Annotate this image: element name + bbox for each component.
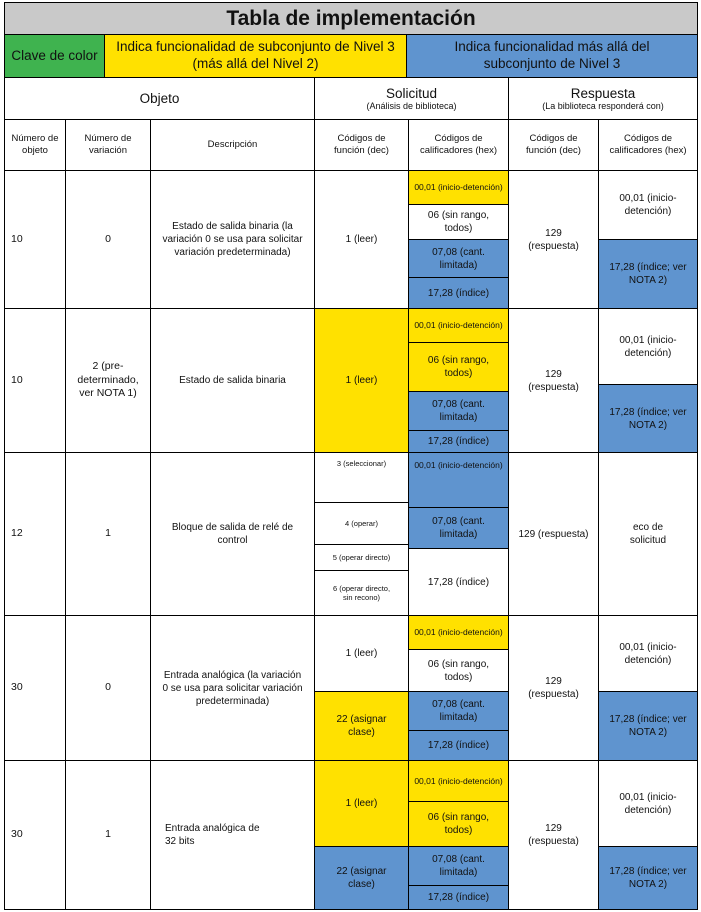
page-title: Tabla de implementación [4, 2, 698, 35]
row3-object: 12 [4, 452, 66, 616]
row2-object: 10 [4, 308, 66, 453]
row3-resp-qual-0: eco de solicitud [598, 452, 698, 616]
row3-fc-0: 3 (seleccionar) [314, 452, 409, 503]
row4-resp-qual-1: 17,28 (índice; ver NOTA 2) [598, 691, 698, 761]
row4-description: Entrada analógica (la variación 0 se usa para solicitar variación predeterminada) [150, 615, 315, 761]
row3-fc-1: 4 (operar) [314, 502, 409, 545]
row5-resp-fc: 129 (respuesta) [508, 760, 599, 910]
row4-qual-0: 00,01 (inicio-detención) [408, 615, 509, 650]
row4-fc-1: 22 (asignar clase) [314, 691, 409, 761]
header-object: Objeto [4, 77, 315, 120]
row3-fc-3-text: 6 (operar directo, sin recono) [332, 583, 391, 602]
header-request [314, 77, 509, 120]
row5-qual-1: 06 (sin rango, todos) [408, 801, 509, 847]
row2-qual-2: 07,08 (cant. limitada) [408, 391, 509, 431]
col-variation-number: Número de variación [65, 119, 151, 171]
row4-variation: 0 [65, 615, 151, 761]
row1-description: Estado de salida binaria (la variación 0 se usa para solicitar variación predeterminada) [150, 170, 315, 309]
col-description: Descripción [150, 119, 315, 171]
row2-description: Estado de salida binaria [150, 308, 315, 453]
row3-description: Bloque de salida de relé de control [150, 452, 315, 616]
row1-fc-0: 1 (leer) [314, 170, 409, 309]
row3-resp-fc: 129 (respuesta) [508, 452, 599, 616]
row5-resp-qual-1: 17,28 (índice; ver NOTA 2) [598, 846, 698, 910]
row1-qual-2: 07,08 (cant. limitada) [408, 239, 509, 278]
col-function-codes: Códigos de función (dec) [314, 119, 409, 171]
legend-level3: Indica funcionalidad de subconjunto de Nivel 3 (más allá del Nivel 2) [104, 34, 407, 78]
row4-resp-qual-0: 00,01 (inicio-detención) [598, 615, 698, 692]
row3-qual-2: 17,28 (índice) [408, 548, 509, 616]
header-response [508, 77, 698, 120]
row2-qual-3: 17,28 (índice) [408, 430, 509, 453]
header-request-title: Solicitud [385, 86, 438, 101]
row4-qual-3: 17,28 (índice) [408, 730, 509, 761]
row1-variation: 0 [65, 170, 151, 309]
row2-resp-qual-0: 00,01 (inicio-detención) [598, 308, 698, 385]
header-request-sub: (Análisis de biblioteca) [366, 101, 457, 111]
legend-key-label: Clave de color [4, 34, 105, 78]
row2-resp-fc: 129 (respuesta) [508, 308, 599, 453]
col-response-function-codes: Códigos de función (dec) [508, 119, 599, 171]
row2-fc-0: 1 (leer) [314, 308, 409, 453]
row4-qual-2: 07,08 (cant. limitada) [408, 691, 509, 731]
row3-fc-3 [314, 570, 409, 616]
legend-beyond-level3: Indica funcionalidad más allá del subconjunto de Nivel 3 [406, 34, 698, 78]
row5-qual-3: 17,28 (índice) [408, 885, 509, 910]
header-response-sub: (La biblioteca responderá con) [542, 101, 664, 111]
row4-qual-1: 06 (sin rango, todos) [408, 649, 509, 692]
row4-object: 30 [4, 615, 66, 761]
row1-object: 10 [4, 170, 66, 309]
row3-fc-2: 5 (operar directo) [314, 544, 409, 571]
col-response-qualifier-codes: Códigos de calificadores (hex) [598, 119, 698, 171]
row1-resp-qual-1: 17,28 (índice; ver NOTA 2) [598, 239, 698, 309]
row5-resp-qual-0: 00,01 (inicio-detención) [598, 760, 698, 847]
col-object-number: Número de objeto [4, 119, 66, 171]
row5-description: Entrada analógica de 32 bits [150, 760, 315, 910]
row5-object: 30 [4, 760, 66, 910]
row3-qual-1: 07,08 (cant. limitada) [408, 507, 509, 549]
row5-fc-1: 22 (asignar clase) [314, 846, 409, 910]
row2-qual-1: 06 (sin rango, todos) [408, 342, 509, 392]
row1-resp-fc: 129 (respuesta) [508, 170, 599, 309]
row1-resp-qual-0: 00,01 (inicio-detención) [598, 170, 698, 240]
row5-qual-0: 00,01 (inicio-detención) [408, 760, 509, 802]
row2-resp-qual-1: 17,28 (índice; ver NOTA 2) [598, 384, 698, 453]
row2-qual-0: 00,01 (inicio-detención) [408, 308, 509, 343]
row4-fc-0: 1 (leer) [314, 615, 409, 692]
row5-variation: 1 [65, 760, 151, 910]
row5-fc-0: 1 (leer) [314, 760, 409, 847]
row1-qual-3: 17,28 (índice) [408, 277, 509, 309]
row1-qual-0: 00,01 (inicio-detención) [408, 170, 509, 205]
row2-variation: 2 (pre-determinado, ver NOTA 1) [65, 308, 151, 453]
row4-resp-fc: 129 (respuesta) [508, 615, 599, 761]
row5-qual-2: 07,08 (cant. limitada) [408, 846, 509, 886]
row1-qual-1: 06 (sin rango, todos) [408, 204, 509, 240]
row3-qual-0: 00,01 (inicio-detención) [408, 452, 509, 508]
row3-variation: 1 [65, 452, 151, 616]
header-response-title: Respuesta [570, 86, 636, 101]
col-qualifier-codes: Códigos de calificadores (hex) [408, 119, 509, 171]
